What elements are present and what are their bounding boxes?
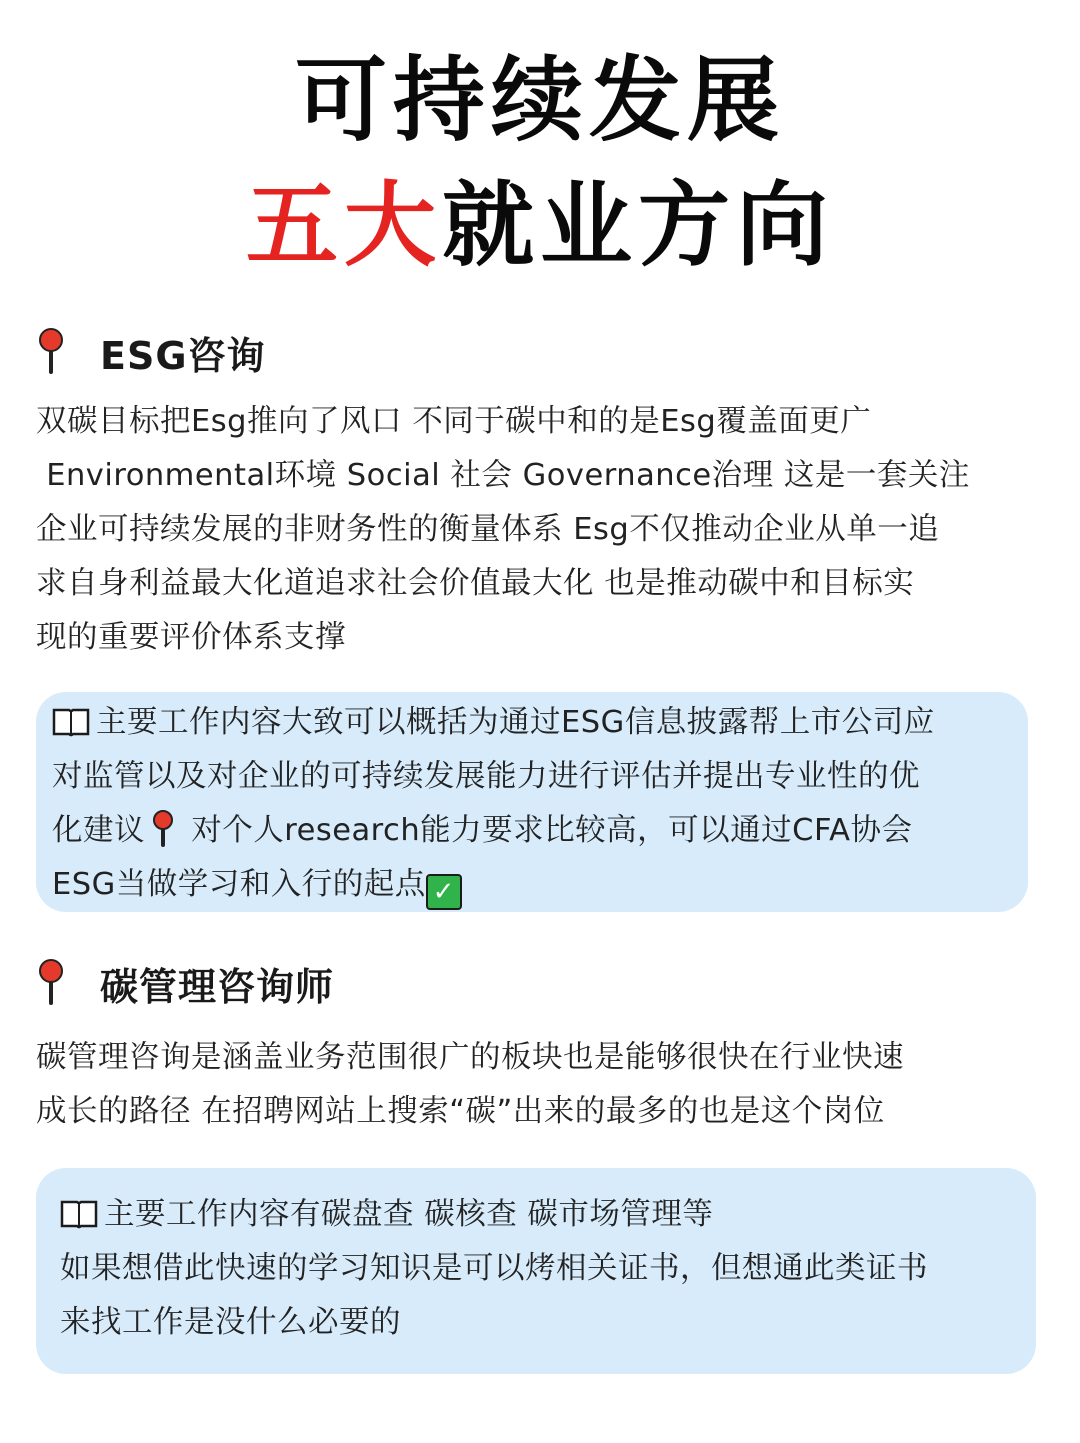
section-paragraph-carbon xyxy=(36,1031,1046,1139)
pushpin-icon xyxy=(151,810,175,848)
section-title: 碳管理咨询师 xyxy=(100,964,335,1009)
box-line: ESG当做学习和入行的起点 xyxy=(52,867,426,902)
paragraph-line: 双碳目标把Esg推向了风口 不同于碳中和的是Esg覆盖面更广 xyxy=(36,404,872,439)
box-line: 如果想借此快速的学习知识是可以烤相关证书，但想通此类证书 xyxy=(60,1251,928,1286)
section-heading-carbon xyxy=(36,955,334,1011)
paragraph-line: 成长的路径 在招聘网站上搜索“碳”出来的最多的也是这个岗位 xyxy=(36,1094,885,1129)
box-line: 主要工作内容大致可以概括为通过ESG信息披露帮上市公司应 xyxy=(96,705,935,740)
paragraph-line: 现的重要评价体系支撑 xyxy=(36,620,346,655)
page-title-line-1: 可持续发展 xyxy=(294,47,785,154)
box-line: 化建议 xyxy=(52,813,145,848)
title-rest: 就业方向 xyxy=(442,172,835,279)
section-heading-esg xyxy=(36,324,266,380)
paragraph-line: Environmental环境 Social 社会 Governance治理 这是一套关注 xyxy=(36,458,970,493)
paragraph-line: 求自身利益最大化道追求社会价值最大化 也是推动碳中和目标实 xyxy=(36,566,915,601)
pushpin-icon xyxy=(36,328,66,376)
pushpin-icon xyxy=(36,959,66,1007)
open-book-icon xyxy=(60,1199,98,1229)
section-title: ESG咨询 xyxy=(100,333,266,378)
paragraph-line: 碳管理咨询是涵盖业务范围很广的板块也是能够很快在行业快速 xyxy=(36,1040,904,1075)
check-mark-button-icon: ✓ xyxy=(426,874,462,910)
page-title-line-2 xyxy=(0,172,1080,279)
title-highlight: 五大 xyxy=(245,172,442,279)
section-paragraph-esg xyxy=(36,395,1046,665)
box-line: 来找工作是没什么必要的 xyxy=(60,1305,401,1340)
paragraph-line: 企业可持续发展的非财务性的衡量体系 Esg不仅推动企业从单一追 xyxy=(36,512,940,547)
box-line: 对个人research能力要求比较高，可以通过CFA协会 xyxy=(181,813,913,848)
box-line: 对监管以及对企业的可持续发展能力进行评估并提出专业性的优 xyxy=(52,759,920,794)
box-line: 主要工作内容有碳盘查 碳核查 碳市场管理等 xyxy=(104,1197,714,1232)
info-box-esg xyxy=(36,692,1028,912)
open-book-icon xyxy=(52,707,90,737)
info-box-carbon xyxy=(36,1168,1036,1374)
